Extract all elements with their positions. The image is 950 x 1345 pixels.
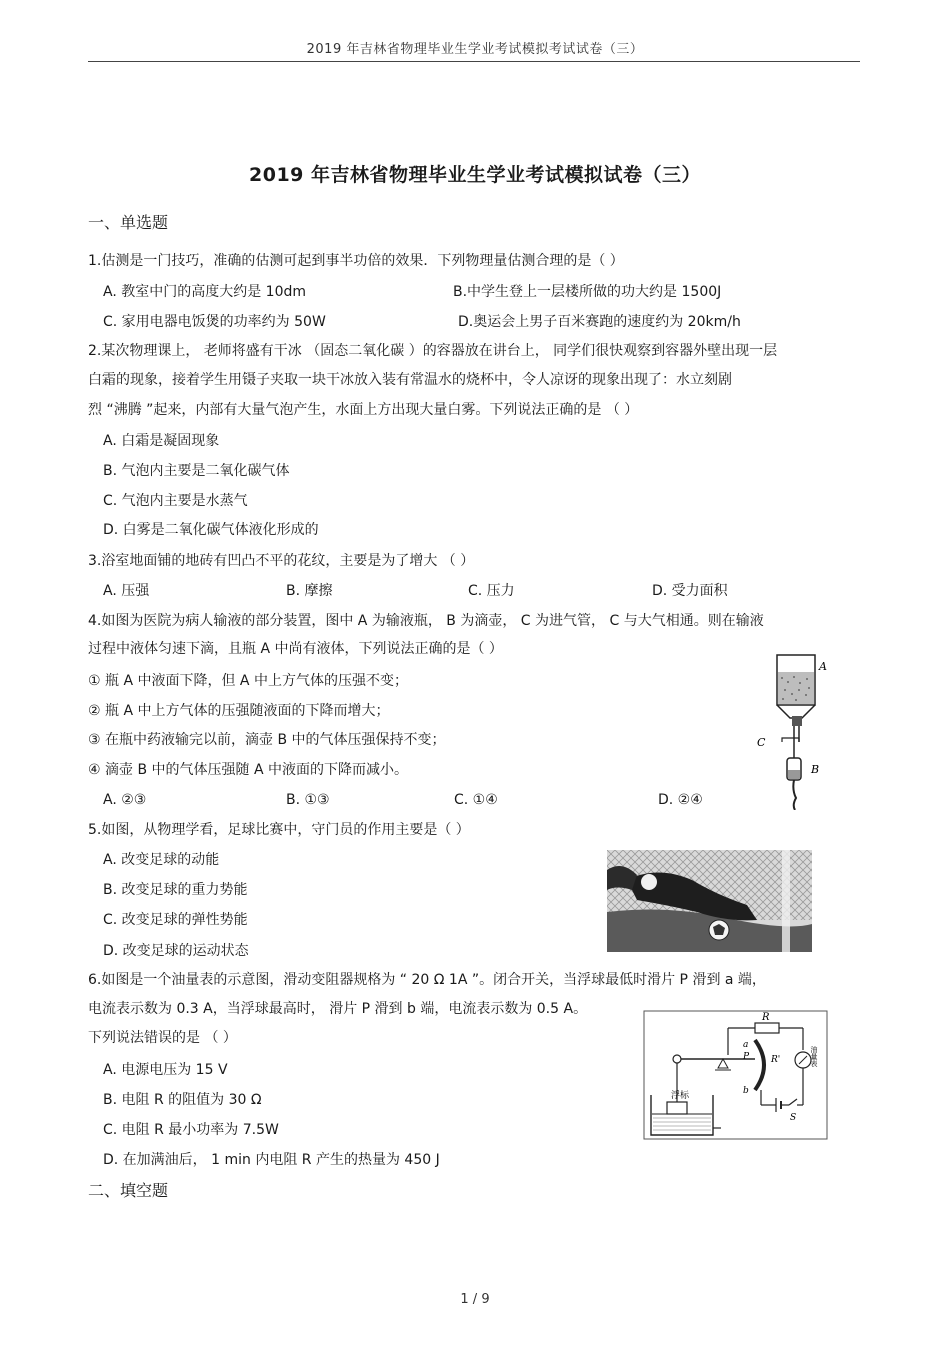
fig-label-rprime: R' xyxy=(771,1055,781,1065)
q3-stem: 3.浴室地面铺的地砖有凹凸不平的花纹，主要是为了增大 （ ） xyxy=(88,553,475,569)
q4-option-c: C. ①④ xyxy=(454,792,498,808)
running-header: 2019 年吉林省物理毕业生学业考试模拟考试试卷（三） xyxy=(306,42,644,57)
fig-label-a: A xyxy=(819,660,827,673)
fig-label-float: 浮标 xyxy=(671,1091,690,1101)
q4-statement-4: ④ 滴壶 B 中的气体压强随 A 中液面的下降而减小。 xyxy=(88,762,408,778)
q1-option-d: D.奥运会上男子百米赛跑的速度约为 20km/h xyxy=(458,314,741,330)
fig-label-s: S xyxy=(790,1113,797,1123)
fig-label-r: R xyxy=(762,1012,770,1023)
q6-stem-line1: 6.如图是一个油量表的示意图，滑动变阻器规格为 “ 20 Ω 1A ”。闭合开关，当浮球最低时滑片 P 滑到 a 端， xyxy=(88,972,766,988)
q4-option-a: A. ②③ xyxy=(103,792,147,808)
q5-option-b: B. 改变足球的重力势能 xyxy=(103,882,248,898)
q6-option-a: A. 电源电压为 15 V xyxy=(103,1062,228,1078)
q2-option-a: A. 白霜是凝固现象 xyxy=(103,433,220,449)
fig-label-c: C xyxy=(757,736,766,749)
q4-stem-line1: 4.如图为医院为病人输液的部分装置，图中 A 为输液瓶， B 为滴壶， C 为进气管， C 与大气相通。则在输液 xyxy=(88,613,764,629)
q1-option-c: C. 家用电器电饭煲的功率约为 50W xyxy=(103,314,326,330)
q6-option-c: C. 电阻 R 最小功率为 7.5W xyxy=(103,1122,279,1138)
q6-option-b: B. 电阻 R 的阻值为 30 Ω xyxy=(103,1092,262,1108)
goalkeeper-photo xyxy=(607,850,812,952)
q2-option-d: D. 白雾是二氧化碳气体液化形成的 xyxy=(103,522,319,538)
q3-option-a: A. 压强 xyxy=(103,583,150,599)
q6-stem-line3: 下列说法错误的是 （ ） xyxy=(88,1030,237,1046)
q3-option-b: B. 摩擦 xyxy=(286,583,333,599)
header-rule xyxy=(88,61,860,62)
q5-option-c: C. 改变足球的弹性势能 xyxy=(103,912,248,928)
iv-drip-figure xyxy=(752,650,832,810)
section-heading-fill-in: 二、填空题 xyxy=(88,1181,169,1200)
fig-label-p: P xyxy=(743,1052,750,1062)
q2-stem-line3: 烈 “沸腾 ”起来，内部有大量气泡产生，水面上方出现大量白雾。下列说法正确的是 （ ） xyxy=(88,402,639,418)
q1-stem: 1.估测是一门技巧，准确的估测可起到事半功倍的效果．下列物理量估测合理的是（ ） xyxy=(88,253,624,269)
fig-label-meter: 油量表 xyxy=(810,1046,818,1067)
q2-stem-line2: 白霜的现象，接着学生用镊子夹取一块干冰放入装有常温水的烧杯中，令人凉讶的现象出现了：水立刻剧 xyxy=(88,372,732,388)
fig-label-b: B xyxy=(811,763,820,776)
q5-option-a: A. 改变足球的动能 xyxy=(103,852,220,868)
q4-statement-2: ② 瓶 A 中上方气体的压强随液面的下降而增大； xyxy=(88,703,390,719)
q4-statement-1: ① 瓶 A 中液面下降，但 A 中上方气体的压强不变； xyxy=(88,673,408,689)
q5-stem: 5.如图，从物理学看，足球比赛中，守门员的作用主要是（ ） xyxy=(88,822,470,838)
q2-option-b: B. 气泡内主要是二氧化碳气体 xyxy=(103,463,290,479)
q2-option-c: C. 气泡内主要是水蒸气 xyxy=(103,493,248,509)
page-number: 1 / 9 xyxy=(460,1292,490,1307)
fig-label-a-end: a xyxy=(743,1040,749,1050)
q4-statement-3: ③ 在瓶中药液输完以前，滴壶 B 中的气体压强保持不变； xyxy=(88,732,446,748)
section-heading-single-choice: 一、单选题 xyxy=(88,213,169,232)
q4-option-b: B. ①③ xyxy=(286,792,330,808)
q6-option-d: D. 在加满油后， 1 min 内电阻 R 产生的热量为 450 J xyxy=(103,1152,440,1168)
fig-label-b-end: b xyxy=(743,1086,749,1096)
q1-option-b: B.中学生登上一层楼所做的功大约是 1500J xyxy=(453,284,722,300)
q1-option-a: A. 教室中门的高度大约是 10dm xyxy=(103,284,307,300)
oil-gauge-circuit-figure xyxy=(643,1010,828,1140)
q3-option-c: C. 压力 xyxy=(468,583,515,599)
q3-option-d: D. 受力面积 xyxy=(652,583,728,599)
document-title: 2019 年吉林省物理毕业生学业考试模拟试卷（三） xyxy=(249,164,701,186)
q6-stem-line2: 电流表示数为 0.3 A，当浮球最高时， 滑片 P 滑到 b 端，电流表示数为 0.5 A。 xyxy=(88,1001,588,1017)
q4-stem-line2: 过程中液体匀速下滴，且瓶 A 中尚有液体，下列说法正确的是（ ） xyxy=(88,641,503,657)
q5-option-d: D. 改变足球的运动状态 xyxy=(103,943,249,959)
q2-stem-line1: 2.某次物理课上， 老师将盛有干冰 （固态二氧化碳 ）的容器放在讲台上， 同学们很快观察到容器外壁出现一层 xyxy=(88,343,778,359)
q4-option-d: D. ②④ xyxy=(658,792,703,808)
